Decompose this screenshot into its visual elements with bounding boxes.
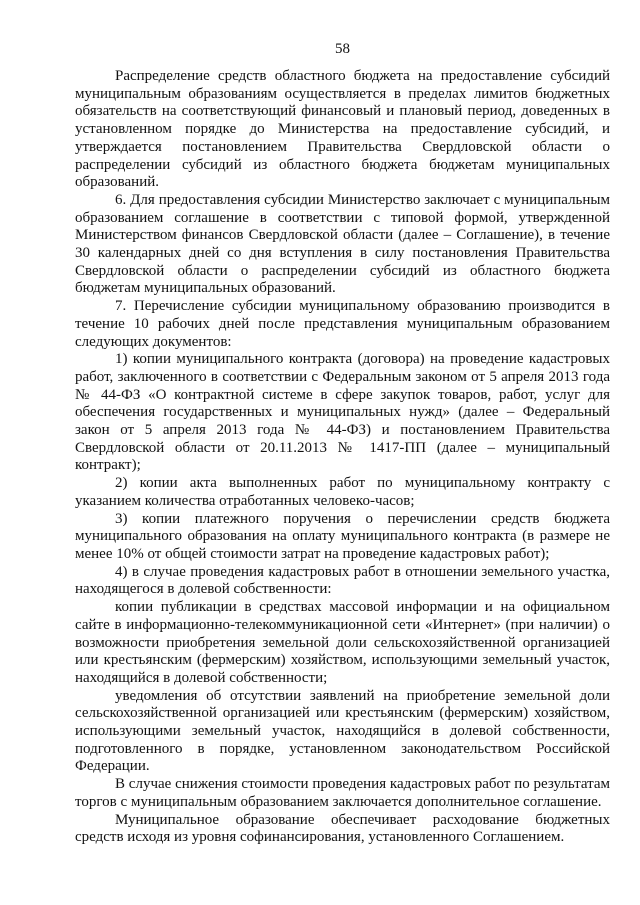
document-page: [75, 40, 610, 847]
paragraph-item-6-agreement: 6. Для предоставления субсидии Министерство заключает с муниципальным образованием соглашение в соответствии с типовой формой, утвержденной Министерством финансов Свердловской области (далее – Соглашение), в течение 30 календарных дней со дня вступления в силу постановления Правительства Свердловской области о распределении субсидий из областного бюджета бюджетам муниципальных образований.: [75, 191, 610, 297]
paragraph-subitem-3-payment-order: 3) копии платежного поручения о перечислении средств бюджета муниципального образования на оплату муниципального контракта (в размере не менее 10% от общей стоимости затрат на проведение кадастровых работ);: [75, 510, 610, 562]
paragraph-item-7-transfer: 7. Перечисление субсидии муниципальному образованию производится в течение 10 рабочих дней после представления муниципальным образованием следующих документов:: [75, 298, 610, 350]
paragraph-budget-spending: Муниципальное образование обеспечивает расходование бюджетных средств исходя из уровня софинансирования, установленного Соглашением.: [75, 811, 610, 846]
paragraph-subitem-4-shared-ownership: 4) в случае проведения кадастровых работ в отношении земельного участка, находящегося в долевой собственности:: [75, 563, 610, 598]
paragraph-subitem-1-contract: 1) копии муниципального контракта (договора) на проведение кадастровых работ, заключенного в соответствии с Федеральным законом от 5 апреля 2013 года № 44-ФЗ «О контрактной системе в сфере закупок товаров, работ, услуг для обеспечения государственных и муниципальных нужд» (далее – Федеральный закон от 5 апреля 2013 года № 44-ФЗ) и постановлением Правительства Свердловской области от 20.11.2013 № 1417-ПП (далее – муниципальный контракт);: [75, 351, 610, 474]
paragraph-cost-reduction: В случае снижения стоимости проведения кадастровых работ по результатам торгов с муниципальным образованием заключается дополнительное соглашение.: [75, 776, 610, 810]
paragraph-distribution-of-funds: Распределение средств областного бюджета на предоставление субсидий муниципальным образованиям осуществляется в пределах лимитов бюджетных обязательств на соответствующий финансовый и плановый период, доведенных в установленном порядке до Министерства на предоставление субсидий, и утверждается постановлением Правительства Свердловской области о распределении субсидий из областного бюджета бюджетам муниципальных образований.: [75, 68, 610, 191]
paragraph-notification-absence: уведомления об отсутствии заявлений на приобретение земельной доли сельскохозяйственной организацией или крестьянским (фермерским) хозяйством, использующими земельный участок, находящийся в долевой собственности, подготовленного в порядке, установленном законодательством Российской Федерации.: [75, 687, 610, 775]
paragraph-subitem-2-act: 2) копии акта выполненных работ по муниципальному контракту с указанием количества отработанных человеко-часов;: [75, 475, 610, 509]
paragraph-publication-copies: копии публикации в средствах массовой информации и на официальном сайте в информационно-телекоммуникационной сети «Интернет» (при наличии) о возможности приобретения земельной доли сельскохозяйственной организацией или крестьянским (фермерским) хозяйством, использующими земельный участок, находящийся в долевой собственности;: [75, 599, 610, 686]
page-number: 58: [335, 41, 350, 57]
